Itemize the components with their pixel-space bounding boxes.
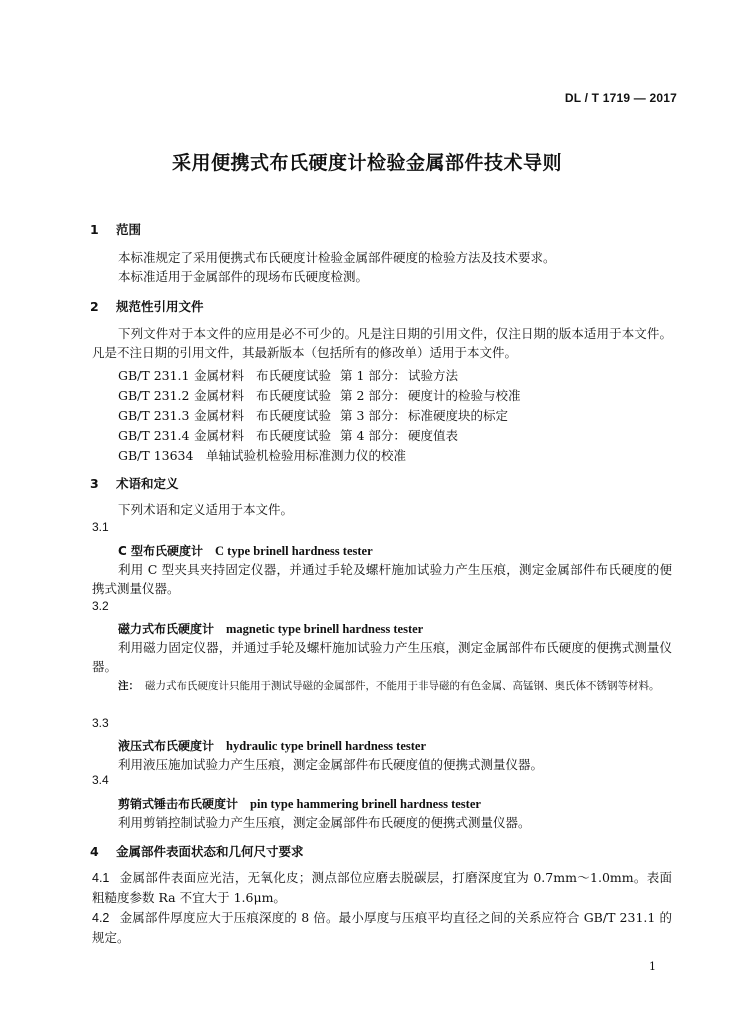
clause-number: 3.1 — [92, 520, 109, 534]
page-number: 1 — [649, 960, 656, 973]
term-definition: 利用剪销控制试验力产生压痕，测定金属部件布氏硬度的便携式测量仪器。 — [118, 815, 531, 830]
section-number: 2 — [90, 299, 99, 314]
note-label: 注： — [118, 680, 139, 692]
term-en: magnetic type brinell hardness tester — [226, 622, 424, 636]
clause-4-1 — [92, 868, 672, 907]
term-en: C type brinell hardness tester — [215, 544, 373, 558]
term-definition: 利用磁力固定仪器，并通过手轮及螺杆施加试验力产生压痕，测定金属部件布氏硬度的便携式测量仪器。 — [92, 640, 672, 674]
note-text: 磁力式布氏硬度计只能用于测试导磁的金属部件，不能用于非导磁的有色金属、高锰钢、奥氏体不锈钢等材料。 — [145, 680, 660, 692]
term-en: pin type hammering brinell hardness tester — [250, 797, 481, 811]
term-heading — [118, 620, 423, 637]
term-cn: C 型布氏硬度计 — [118, 544, 203, 558]
term-en: hydraulic type brinell hardness tester — [226, 739, 427, 753]
term-cn: 液压式布氏硬度计 — [118, 739, 215, 753]
term-heading — [118, 795, 481, 812]
note — [118, 677, 674, 695]
clause-number: 3.4 — [92, 773, 109, 787]
clause-text: 金属部件厚度应大于压痕深度的 8 倍。最小厚度与压痕平均直径之间的关系应符合 GB/T 231.1 的规定。 — [92, 910, 672, 945]
section-title: 金属部件表面状态和几何尺寸要求 — [116, 844, 304, 859]
section-title: 范围 — [116, 222, 142, 237]
reference-material: 金属材料 — [194, 428, 245, 443]
reference-name: 硬度值表 — [408, 428, 459, 443]
term-cn: 剪销式锤击布氏硬度计 — [118, 797, 239, 811]
clause-4-2 — [92, 908, 672, 947]
term-definition: 利用 C 型夹具夹持固定仪器，并通过手轮及螺杆施加试验力产生压痕，测定金属部件布氏硬度的便携式测量仪器。 — [92, 562, 672, 596]
reference-material: 金属材料 — [194, 408, 245, 423]
clause-text: 金属部件表面应光洁，无氧化皮；测点部位应磨去脱碳层，打磨深度宜为 0.7mm～1.0mm。表面粗糙度参数 Ra 不宜大于 1.6μm。 — [92, 870, 672, 905]
section-2-heading — [90, 297, 204, 315]
reference-item — [118, 366, 458, 384]
reference-part: 第 3 部分： — [340, 408, 406, 423]
reference-test: 布氏硬度试验 — [256, 388, 332, 403]
scope-paragraph-1: 本标准规定了采用便携式布氏硬度计检验金属部件硬度的检验方法及技术要求。 — [118, 250, 556, 265]
reference-test: 布氏硬度试验 — [256, 408, 332, 423]
reference-name: 硬度计的检验与校准 — [408, 388, 521, 403]
reference-test: 布氏硬度试验 — [256, 368, 332, 383]
terms-intro: 下列术语和定义适用于本文件。 — [118, 502, 294, 517]
clause-number: 3.2 — [92, 599, 109, 613]
standard-code-header: DL / T 1719 — 2017 — [564, 91, 677, 105]
section-1-heading — [90, 220, 141, 238]
reference-name: 试验方法 — [408, 368, 459, 383]
section-number: 1 — [90, 222, 99, 237]
term-definition: 利用液压施加试验力产生压痕，测定金属部件布氏硬度值的便携式测量仪器。 — [118, 757, 544, 772]
reference-name: 标准硬度块的标定 — [408, 408, 509, 423]
section-number: 3 — [90, 476, 99, 491]
reference-part: 第 1 部分： — [340, 368, 406, 383]
reference-part: 第 2 部分： — [340, 388, 406, 403]
clause-number: 3.3 — [92, 716, 109, 730]
reference-material: 金属材料 — [194, 388, 245, 403]
reference-item: GB/T 13634 单轴试验机检验用标准测力仪的校准 — [118, 448, 406, 463]
term-heading — [118, 542, 373, 559]
term-heading — [118, 737, 426, 754]
clause-number: 4.1 — [92, 871, 110, 885]
term-cn: 磁力式布氏硬度计 — [118, 622, 215, 636]
reference-item — [118, 406, 508, 424]
reference-test: 布氏硬度试验 — [256, 428, 332, 443]
reference-code: GB/T 231.1 — [118, 368, 190, 383]
clause-number: 4.2 — [92, 911, 110, 925]
reference-code: GB/T 231.3 — [118, 408, 190, 423]
reference-code: GB/T 231.2 — [118, 388, 190, 403]
reference-item — [118, 386, 521, 404]
reference-part: 第 4 部分： — [340, 428, 406, 443]
section-title: 规范性引用文件 — [116, 299, 204, 314]
section-4-heading — [90, 842, 304, 860]
section-number: 4 — [90, 844, 99, 859]
references-intro: 下列文件对于本文件的应用是必不可少的。凡是注日期的引用文件，仅注日期的版本适用于本文件。凡是不注日期的引用文件，其最新版本（包括所有的修改单）适用于本文件。 — [92, 326, 672, 360]
reference-item — [118, 426, 458, 444]
document-title: 采用便携式布氏硬度计检验金属部件技术导则 — [171, 152, 562, 174]
section-title: 术语和定义 — [116, 476, 179, 491]
reference-code: GB/T 231.4 — [118, 428, 190, 443]
reference-material: 金属材料 — [194, 368, 245, 383]
section-3-heading — [90, 474, 179, 492]
scope-paragraph-2: 本标准适用于金属部件的现场布氏硬度检测。 — [118, 269, 369, 284]
